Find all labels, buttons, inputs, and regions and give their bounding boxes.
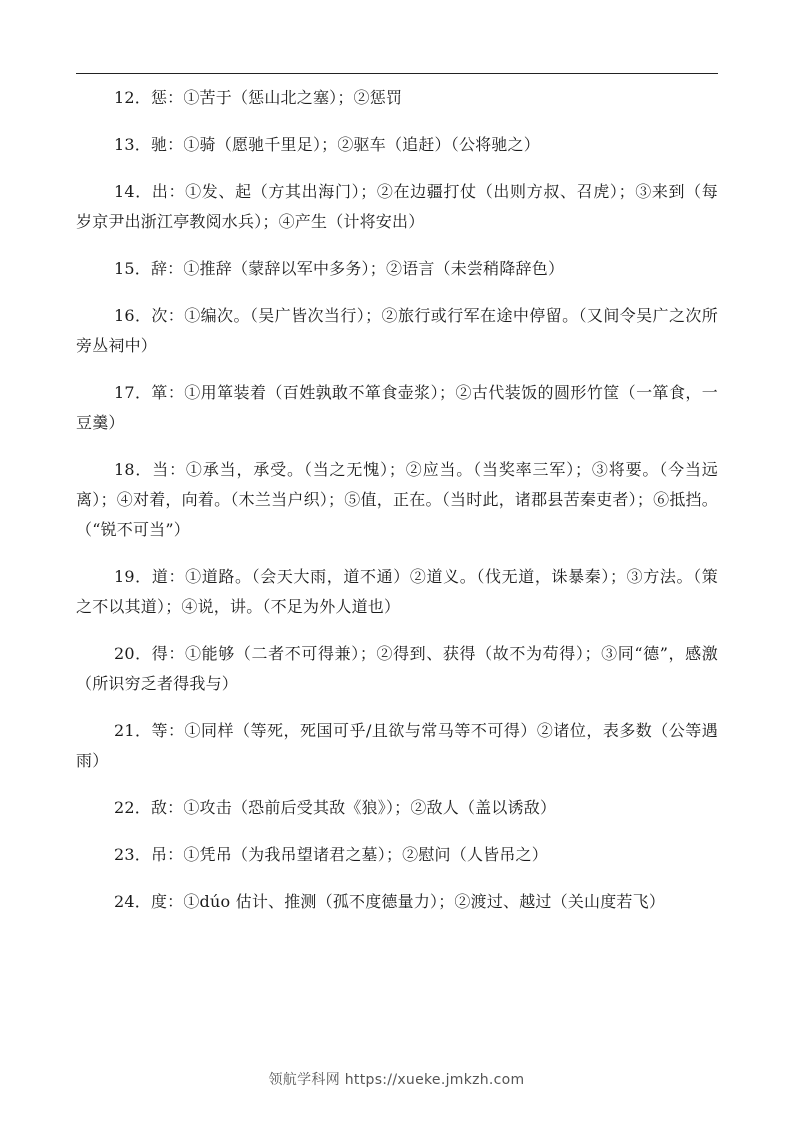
entry-21: 21．等：①同样（等死，死国可乎/且欲与常马等不可得）②诸位，表多数（公等遇雨） (76, 721, 718, 770)
entry-24: 24．度：①dúo 估计、推测（孤不度德量力）；②渡过、越过（关山度若飞） (114, 892, 666, 911)
entry-list (76, 83, 718, 934)
entry-22: 22．敌：①攻击（恐前后受其敌《狼》）；②敌人（盖以诱敌） (114, 798, 557, 817)
entry-14: 14．出：①发、起（方其出海门）；②在边疆打仗（出则方叔、召虎）；③来到（每岁京尹出浙江亭教阅水兵）；④产生（计将安出） (76, 182, 718, 231)
entry-15: 15．辞：①推辞（蒙辞以军中多务）；②语言（未尝稍降辞色） (114, 259, 565, 278)
entry-16: 16．次：①编次。（吴广皆次当行）；②旅行或行军在途中停留。（又间令吴广之次所旁丛祠中） (76, 306, 718, 355)
header-rule (76, 73, 718, 74)
entry-18: 18．当：①承当，承受。（当之无愧）；②应当。（当奖率三军）；③将要。（今当远离）；④对着，向着。（木兰当户织）；⑤值，正在。（当时此，诸郡县苦秦吏者）；⑥抵挡。（“锐不可当”） (76, 460, 718, 539)
entry-17: 17．箪：①用箪装着（百姓孰敢不箪食壶浆）；②古代装饭的圆形竹筐（一箪食，一豆羹） (76, 383, 718, 432)
footer-watermark: 领航学科网 https://xueke.jmkzh.com (268, 1072, 525, 1088)
entry-13: 13．驰：①骑（愿驰千里足）；②驱车（追赶）（公将驰之） (114, 135, 540, 154)
entry-20: 20．得：①能够（二者不可得兼）；②得到、获得（故不为苟得）；③同“德”，感激（所识穷乏者得我与） (76, 644, 718, 693)
entry-12: 12．惩：①苦于（惩山北之塞）；②惩罚 (114, 88, 403, 107)
entry-19: 19．道：①道路。（会天大雨，道不通）②道义。（伐无道，诛暴秦）；③方法。（策之不以其道）；④说，讲。（不足为外人道也） (76, 567, 718, 616)
entry-23: 23．吊：①凭吊（为我吊望诸君之墓）；②慰问（人皆吊之） (114, 845, 548, 864)
